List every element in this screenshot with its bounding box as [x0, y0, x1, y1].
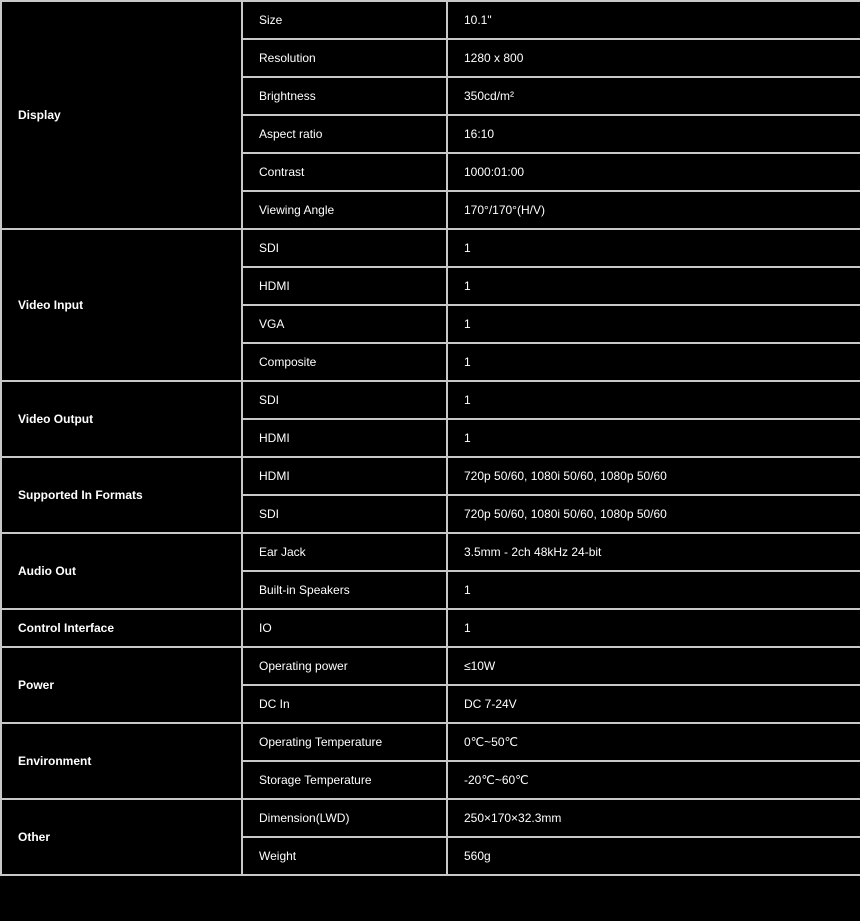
spec-category: Power [1, 647, 242, 723]
spec-label: DC In [242, 685, 447, 723]
spec-label: Operating power [242, 647, 447, 685]
spec-value: 720p 50/60, 1080i 50/60, 1080p 50/60 [447, 457, 860, 495]
spec-category: Control Interface [1, 609, 242, 647]
spec-category: Display [1, 1, 242, 229]
spec-label: VGA [242, 305, 447, 343]
spec-value: 560g [447, 837, 860, 875]
spec-label: Operating Temperature [242, 723, 447, 761]
spec-value: 1 [447, 229, 860, 267]
spec-label: Ear Jack [242, 533, 447, 571]
spec-value: 1 [447, 305, 860, 343]
spec-value: 16:10 [447, 115, 860, 153]
spec-table-body [1, 1, 860, 875]
spec-label: Dimension(LWD) [242, 799, 447, 837]
table-row [1, 229, 860, 267]
table-row [1, 723, 860, 761]
spec-label: Storage Temperature [242, 761, 447, 799]
spec-value: 1000:01:00 [447, 153, 860, 191]
spec-value: 3.5mm - 2ch 48kHz 24-bit [447, 533, 860, 571]
spec-value: 0℃~50℃ [447, 723, 860, 761]
spec-label: Resolution [242, 39, 447, 77]
spec-label: Contrast [242, 153, 447, 191]
spec-label: Weight [242, 837, 447, 875]
spec-category: Other [1, 799, 242, 875]
spec-category: Video Input [1, 229, 242, 381]
spec-label: Built-in Speakers [242, 571, 447, 609]
spec-label: Viewing Angle [242, 191, 447, 229]
spec-label: Brightness [242, 77, 447, 115]
spec-value: 1 [447, 381, 860, 419]
spec-label: SDI [242, 495, 447, 533]
spec-value: 250×170×32.3mm [447, 799, 860, 837]
spec-value: 1280 x 800 [447, 39, 860, 77]
spec-value: 1 [447, 609, 860, 647]
spec-label: SDI [242, 381, 447, 419]
spec-label: HDMI [242, 457, 447, 495]
table-row [1, 647, 860, 685]
spec-label: HDMI [242, 419, 447, 457]
spec-category: Video Output [1, 381, 242, 457]
spec-value: 1 [447, 343, 860, 381]
spec-label: Composite [242, 343, 447, 381]
table-row [1, 799, 860, 837]
spec-value: 720p 50/60, 1080i 50/60, 1080p 50/60 [447, 495, 860, 533]
spec-value: 1 [447, 571, 860, 609]
spec-value: 10.1" [447, 1, 860, 39]
spec-label: HDMI [242, 267, 447, 305]
spec-category: Supported In Formats [1, 457, 242, 533]
table-row [1, 533, 860, 571]
table-row [1, 381, 860, 419]
spec-value: ≤10W [447, 647, 860, 685]
table-row [1, 609, 860, 647]
spec-value: 350cd/m² [447, 77, 860, 115]
spec-value: DC 7-24V [447, 685, 860, 723]
spec-label: Size [242, 1, 447, 39]
spec-value: -20℃~60℃ [447, 761, 860, 799]
spec-value: 1 [447, 419, 860, 457]
table-row [1, 457, 860, 495]
spec-label: SDI [242, 229, 447, 267]
spec-value: 1 [447, 267, 860, 305]
spec-category: Audio Out [1, 533, 242, 609]
spec-label: Aspect ratio [242, 115, 447, 153]
spec-label: IO [242, 609, 447, 647]
table-row [1, 1, 860, 39]
spec-category: Environment [1, 723, 242, 799]
spec-value: 170°/170°(H/V) [447, 191, 860, 229]
